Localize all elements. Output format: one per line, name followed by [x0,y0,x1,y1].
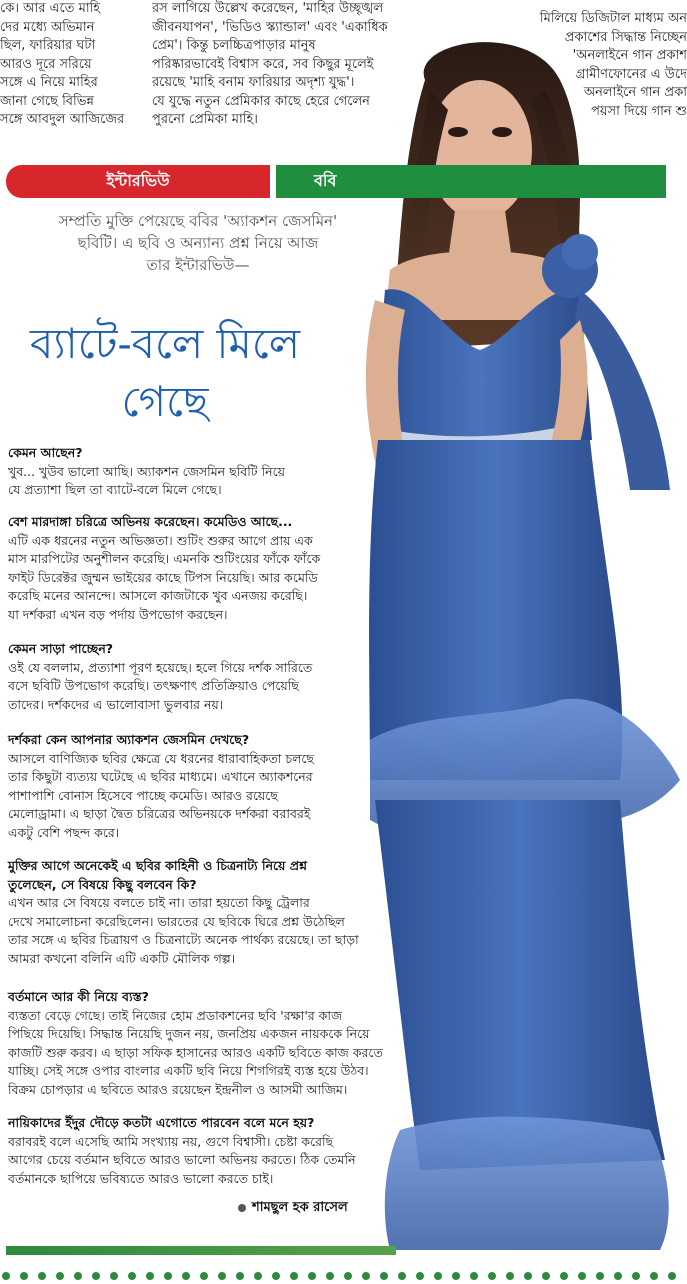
section-bar [6,165,666,198]
answer-line: আসলে বাণিজ্যিক ছবির ক্ষেত্রে যে ধরনের ধারাবাহিকতা চলছে [8,750,315,766]
answer-line: আগের চেয়ে বর্তমান ছবিতে আরও ভালো অভিনয় করতে। ঠিক তেমনি [8,1152,356,1167]
qa-block [8,988,383,1099]
question: বর্তমানে আর কী নিয়ে ব্যস্ত? [8,989,149,1004]
question: তুলেছেন, সে বিষয়ে কিছু বলবেন কি? [8,876,197,892]
actress-photo [330,20,687,1260]
qa-block [8,1114,356,1188]
text-line: অনলাইনে গান প্রকা [583,85,687,100]
qa-block [8,640,312,714]
text-line: ছিল, ফারিয়ার ঘটা [0,38,96,53]
text-line: পয়সা দিয়ে গান শু [591,103,687,119]
text-line: মিলিয়ে ডিজিটাল মাধ্যম অন [539,11,687,26]
question: কেমন আছেন? [8,445,83,460]
answer-line: তার কিছুটা ব্যত্যয় ঘটেছে এ ছবির মাধ্যমে। এখানে অ্যাকশনের [8,769,313,784]
text-line: গ্রামীণফোনের এ উদে [575,66,687,82]
answer-line: যে প্রত্যাশা ছিল তা ব্যাটে-বলে মিলে গেছে। [8,482,222,497]
answer-line: বরাবরই বলে এসেছি আমি সংখ্যায় নয়, গুণে বিশ্বাসী। চেষ্টা করেছি [8,1133,334,1149]
qa-block [8,857,359,968]
text-line: পরিষ্কারভাবেই বিশ্বাস করে, সব কিছুর মূলেই [152,56,374,72]
headline [0,315,330,431]
intro-line: ছবিটি। এ ছবি ও অন্যান্য প্রশ্ন নিয়ে আজ [77,234,319,252]
answer-line: একটু বেশি পছন্দ করে। [8,824,120,840]
answer-line: আমরা কখনো বলিনি এটি একটি মৌলিক গল্প। [8,950,236,966]
headline-line: গেছে [121,377,209,426]
question: বেশ মারদাঙ্গা চরিত্রে অভিনয় করেছেন। কমেডিও আছে... [8,514,293,529]
answer-line: যাচ্ছি। সেই সঙ্গে ওপার বাংলার একটি ছবি নিয়ে শিগগিরই ব্যস্ত হয়ে উঠব। [8,1063,369,1078]
answer-line: বসে ছবিটি উপভোগ করেছি। তৎক্ষণাৎ প্রতিক্রিয়াও পেয়েছি [8,678,299,693]
text-line: রস লাগিয়ে উল্লেখ করেছেন, 'মাহির উচ্ছৃঙ্খল [152,1,384,16]
text-line: সঙ্গে আবদুল আজিজের [0,112,125,127]
answer-line: বর্তমানকে ছাপিয়ে ভবিষ্যতে আরও ভালো করতে চাই। [8,1170,274,1186]
headline-line: ব্যাটে-বলে মিলে [29,319,301,368]
answer-line: ওই যে বললাম, প্রত্যাশা পূরণ হয়েছে। হলে গিয়ে দর্শক সারিতে [8,659,313,675]
text-line: সঙ্গে এ নিয়ে মাহির [0,75,98,90]
question: দর্শকরা কেন আপনার অ্যাকশন জেসমিন দেখছে? [8,732,250,747]
answer-line: পাশাপাশি বোনাস হিসেবে পাচ্ছে কমেডি। আরও রয়েছে [8,787,278,803]
intro-line: তার ইন্টারভিউ— [146,256,250,274]
question: কেমন সাড়া পাচ্ছেন? [8,641,114,656]
text-line: প্রেম'। কিন্তু চলচ্চিত্রপাড়ার মানুষ [152,38,316,53]
answer-line: খুব... খুউব ভালো আছি। অ্যাকশন জেসমিন ছবিটি নিয়ে [8,463,285,479]
answer-line: কাজটি শুরু করব। এ ছাড়া সফিক হাসানের আরও একটি ছবিতে কাজ করতে [8,1044,383,1060]
answer-line: বিক্রম চোপড়ার এ ছবিতে আরও রয়েছেন ইন্দ্রনীল ও আসমী আজিম। [8,1081,348,1097]
previous-article-left-column [0,0,132,130]
text-line: 'অনলাইনে গান প্রকাশ [572,48,687,63]
text-line: দের মধ্যে অভিমান [0,19,95,35]
text-line: জীবনযাপন', 'ভিডিও স্ক্যান্ডাল' এবং 'একাধিক [152,19,388,35]
text-line: প্রকাশের সিদ্ধান্ত নিচ্ছেন [564,29,687,45]
text-line: যে যুদ্ধে নতুন প্রেমিকার কাছে হেরে গেলেন [152,93,370,109]
bottom-divider [6,1246,396,1255]
answer-line: এটি এক ধরনের নতুন অভিজ্ঞতা। শুটিং শুরুর আগে প্রায় এক [8,532,313,548]
text-line: জানা গেছে বিভিন্ন [0,93,94,109]
bullet-icon [238,1204,246,1212]
section-label: ইন্টারভিউ [6,165,270,198]
answer-line: মাস মারপিটের অনুশীলন করেছি। এমনকি শুটিংয়ের ফাঁকে ফাঁকে [8,551,321,566]
question: নায়িকাদের ইঁদুর দৌড়ে কতটা এগোতে পারবেন বলে মনে হয়? [8,1115,315,1130]
interviewee-name: ববি [276,165,666,198]
text-line: পুরনো প্রেমিকা মাহি। [152,112,258,127]
intro-text [18,210,378,276]
answer-line: ফাইট ডিরেক্টর জুম্মন ভাইয়ের কাছে টিপস নিয়েছি। আর কমেডি [8,569,318,585]
answer-line: করেছি মনের আনন্দে। আসলে কাজটাকে খুব এনজয় করেছি। [8,588,308,603]
answer-line: তার সঙ্গে এ ছবির চিত্রায়ণ ও চিত্রনাট্যে অনেক পার্থক্য রয়েছে। তা ছাড়া [8,932,359,947]
text-line: আরও দূরে সরিয়ে [0,56,92,72]
intro-line: সম্প্রতি মুক্তি পেয়েছে ববির 'অ্যাকশন জেসমিন' [58,212,338,230]
dotted-border [0,1270,687,1282]
answer-line: পিছিয়ে দিয়েছি। সিদ্ধান্ত নিয়েছি দুজন নয়, জনপ্রিয় একজন নায়ককে নিয়ে [8,1026,370,1041]
qa-block [8,731,314,842]
answer-line: যা দর্শকরা এখন বড় পর্দায় উপভোগ করছেন। [8,606,228,622]
answer-line: এখন আর সে বিষয়ে বলতে চাই না। তারা হয়তো কিছু ট্রেলার [8,895,310,910]
text-line: রয়েছে 'মাহি বনাম ফারিয়ার অদৃশ্য যুদ্ধ'। [152,75,355,90]
author-name: শামছুল হক রাসেল [252,1200,348,1215]
qa-block [8,444,285,500]
text-line: কে। আর এতে মাহি [0,1,101,16]
answer-line: তাদের। দর্শকদের এ ভালোবাসা ভুলবার নয়। [8,696,224,712]
answer-line: মেলোড্রামা। এ ছাড়া দ্বৈত চরিত্রের অভিনয়কে দর্শকরা বরাবরই [8,806,311,821]
question: মুক্তির আগে অনেকেই এ ছবির কাহিনী ও চিত্রনাট্য নিয়ে প্রশ্ন [8,858,307,873]
answer-line: দেখে সমালোচনা করেছিলেন। ভারতের যে ছবিকে ঘিরে প্রশ্ন উঠেছিল [8,913,345,929]
byline [238,1198,348,1219]
qa-block [8,513,320,624]
answer-line: ব্যস্ততা বেড়ে গেছে। তাই নিজের হোম প্রডাকশনের ছবি 'রক্ষা'র কাজ [8,1007,343,1023]
